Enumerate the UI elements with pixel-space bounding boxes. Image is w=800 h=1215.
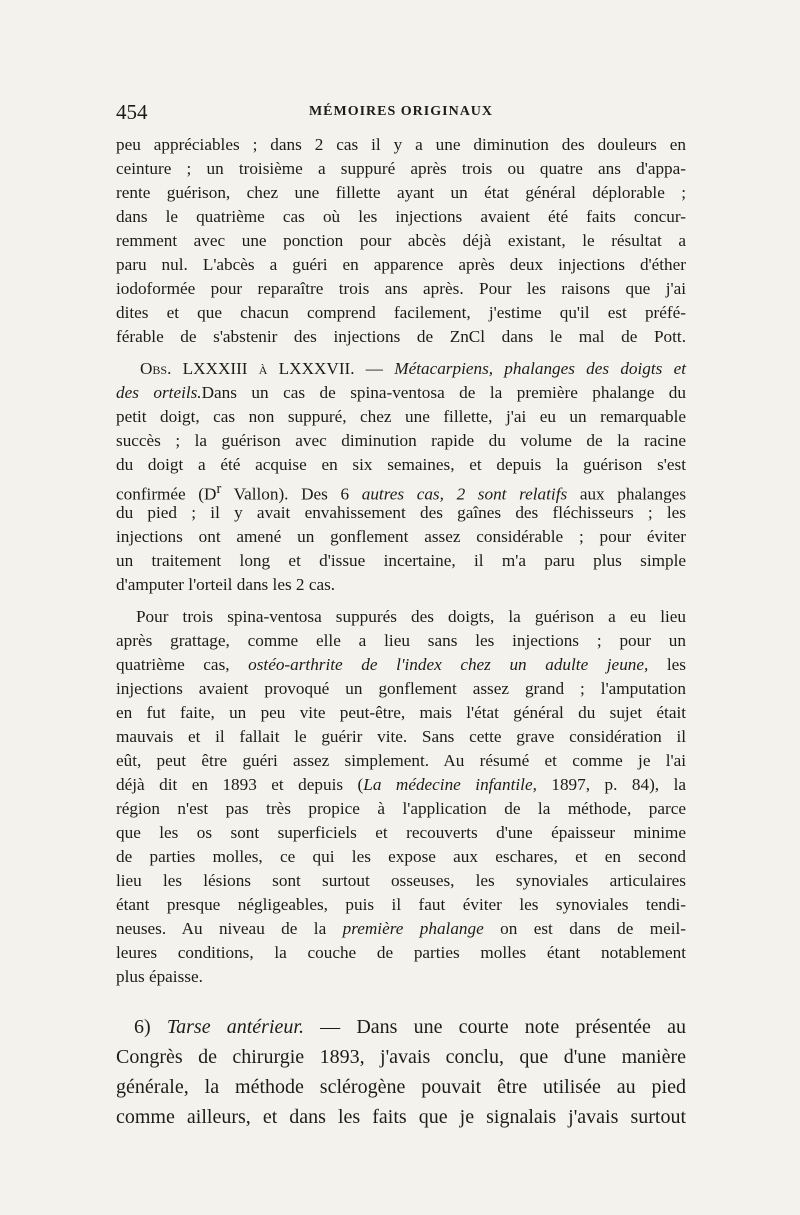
text-line: de parties molles, ce qui les expose aux eschares, et en second [116, 847, 686, 866]
text-line: mauvais et il fallait le guérir vite. Sans cette grave considération il [116, 727, 686, 746]
text-line: des orteils.Dans un cas de spina-ventosa de la première phalange du [116, 383, 686, 402]
text-line: injections avaient provoqué un gonflement assez grand ; l'amputation [116, 679, 686, 698]
section-title: Tarse antérieur. [166, 1016, 304, 1038]
text-line: Pour trois spina-ventosa suppurés des doigts, la guérison a eu lieu [136, 607, 686, 626]
section-heading-line: 6) Tarse antérieur. — Dans une courte note présentée au [134, 1016, 686, 1038]
text-line: du pied ; il y avait envahissement des gaînes des fléchisseurs ; les [116, 503, 686, 522]
text-line: région n'est pas très propice à l'application de la méthode, parce [116, 799, 686, 818]
text-line: injections ont amené un gonflement assez considérable ; pour éviter [116, 527, 686, 546]
text-line: succès ; la guérison avec diminution rapide du volume de la racine [116, 431, 686, 450]
text-line: leures conditions, la couche de parties molles étant notablement [116, 943, 686, 962]
page-header [116, 100, 686, 128]
text-line: d'amputer l'orteil dans les 2 cas. [116, 575, 336, 594]
text-line: petit doigt, cas non suppuré, chez une fillette, j'ai eu un remarquable [116, 407, 686, 426]
text-line: confirmée ($D^r$ Vallon). Des 6 autres cas, 2 sont relatifs aux phalanges [116, 481, 687, 504]
text-line: du doigt a été acquise en six semaines, et depuis la guérison s'est [116, 455, 686, 474]
text-line: ceinture ; un troisième a suppuré après trois ou quatre ans d'appa- [116, 159, 686, 178]
text-line: rente guérison, chez une fillette ayant un état général déplorable ; [116, 183, 686, 202]
text-line: lieu les lésions sont surtout osseuses, les synoviales articulaires [116, 871, 686, 890]
text-line: un traitement long et d'issue incertaine, il m'a paru plus simple [116, 551, 686, 570]
text-line: que les os sont superficiels et recouverts d'une épaisseur minime [116, 823, 686, 842]
observation-heading [140, 357, 686, 381]
text-line: après grattage, comme elle a lieu sans les injections ; pour un [116, 631, 686, 650]
text-line: dans le quatrième cas où les injections avaient été faits concur- [116, 207, 686, 226]
text-line: quatrième cas, ostéo-arthrite de l'index chez un adulte jeune, les [116, 655, 686, 674]
observation-title-end: des orteils. [116, 383, 202, 402]
text-line: générale, la méthode sclérogène pouvait être utilisée au pied [116, 1076, 686, 1098]
text-line: plus épaisse. [116, 967, 203, 986]
text-line: Congrès de chirurgie 1893, j'avais conclu, que d'une manière [116, 1046, 686, 1068]
text-line: remment avec une ponction pour abcès déjà existant, le résultat a [116, 231, 686, 250]
text-line: eût, peut être guéri assez simplement. Au résumé et comme je l'ai [116, 751, 686, 770]
text-line: étant presque négligeables, puis il faut éviter les synoviales tendi- [116, 895, 686, 914]
text-line: déjà dit en 1893 et depuis (La médecine infantile, 1897, p. 84), la [116, 775, 686, 794]
observation-title: Métacarpiens, phalanges des doigts et [394, 359, 687, 378]
text-line: en fut faite, un peu vite peut-être, mais l'état général du sujet était [116, 703, 686, 722]
running-title: MÉMOIRES ORIGINAUX [308, 104, 494, 119]
text-line: neuses. Au niveau de la première phalange on est dans de meil- [116, 919, 687, 938]
text-line: dites et que chacun comprend facilement, j'estime qu'il est préfé- [116, 303, 686, 322]
text-line: peu appréciables ; dans 2 cas il y a une diminution des douleurs en [116, 135, 686, 154]
section-number: 6) [134, 1016, 167, 1038]
page-number: 454 [116, 100, 148, 124]
observation-label: Obs. LXXXIII à LXXXVII. — [140, 359, 395, 378]
text-line: iodoformée pour reparaître trois ans après. Pour les raisons que j'ai [116, 279, 686, 298]
text-line: férable de s'abstenir des injections de ZnCl dans le mal de Pott. [116, 327, 686, 346]
text-line: comme ailleurs, et dans les faits que je signalais j'avais surtout [116, 1106, 686, 1128]
text-line: paru nul. L'abcès a guéri en apparence après deux injections d'éther [116, 255, 686, 274]
